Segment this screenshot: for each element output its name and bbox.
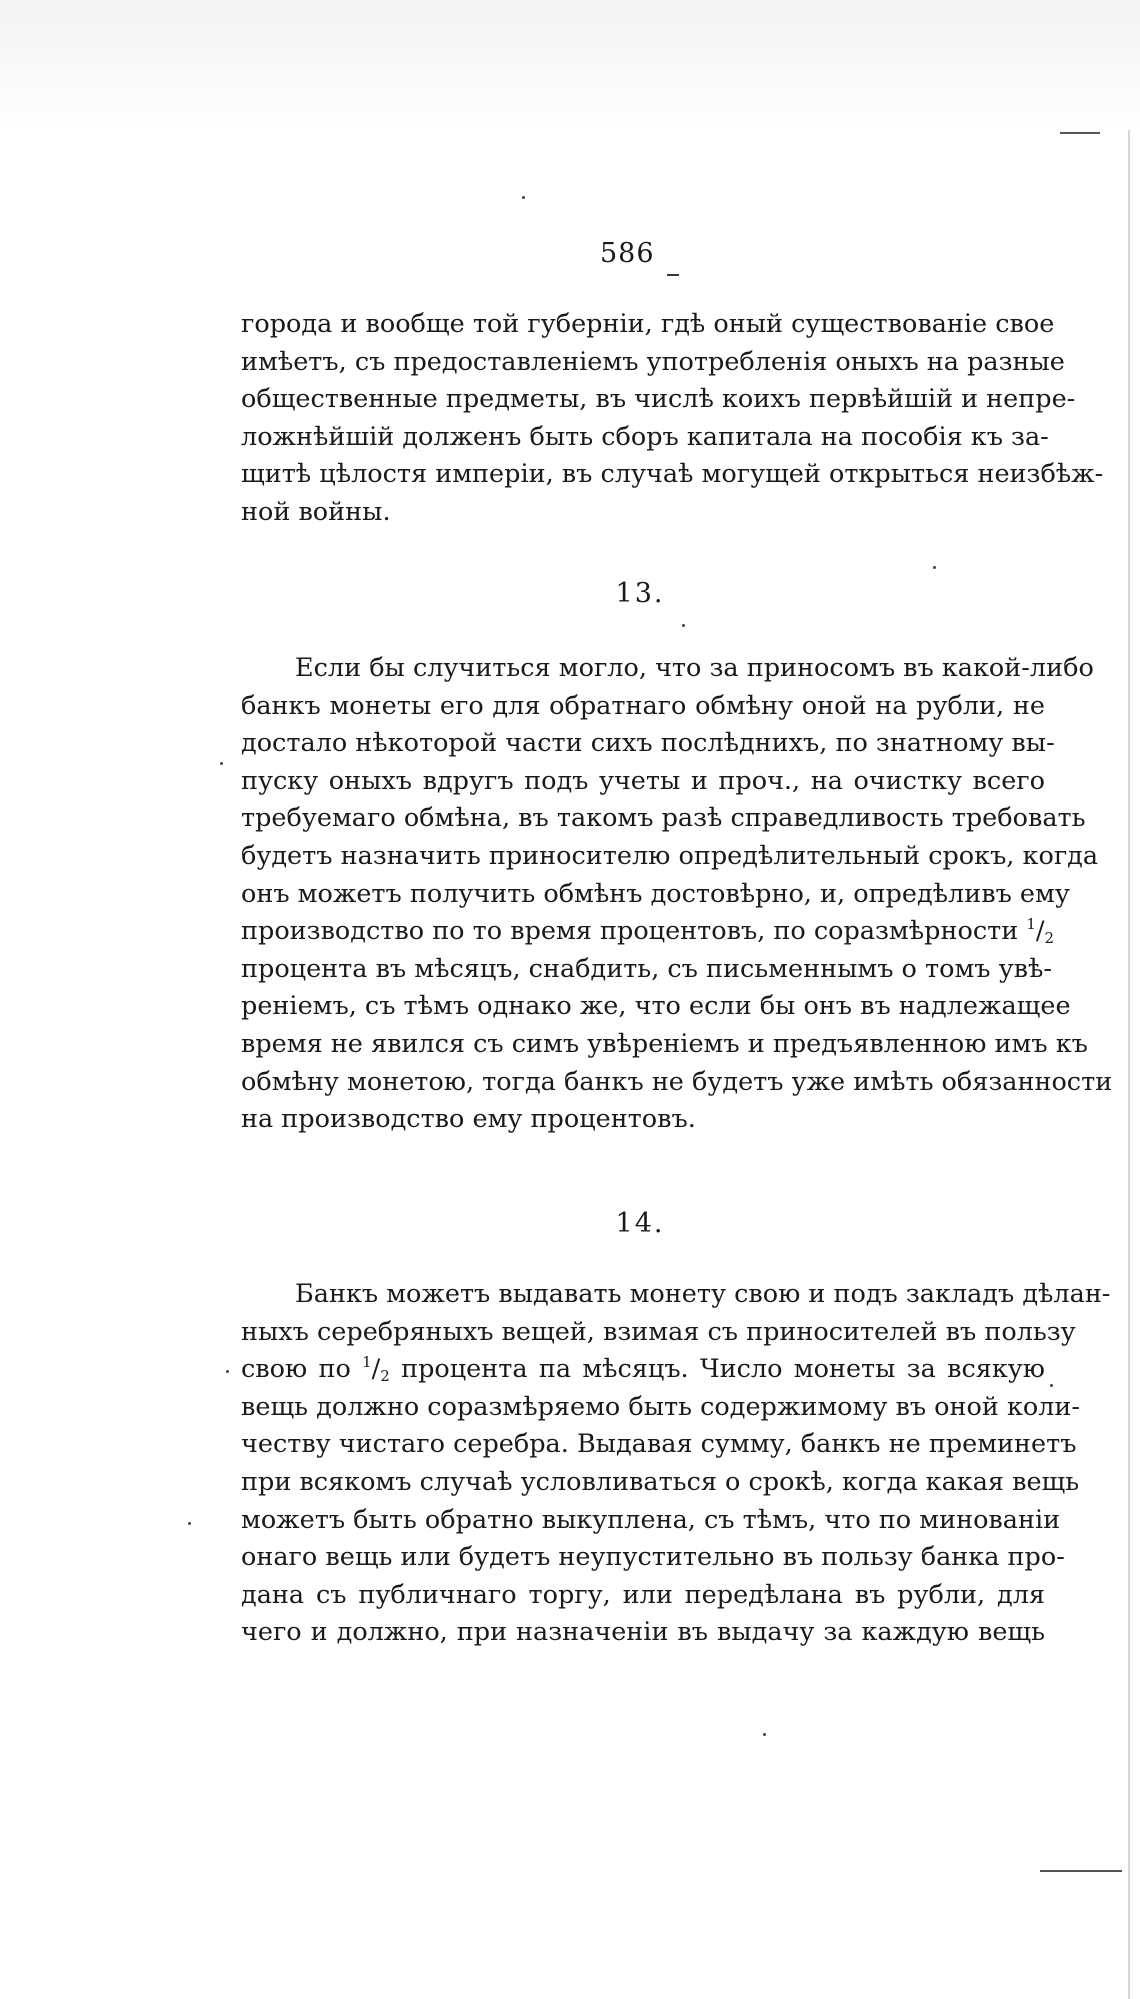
text-line: вещь должно соразмѣряемо быть содержимому въ оной коли- xyxy=(241,1391,1081,1422)
scan-top-shadow xyxy=(0,0,1140,135)
text-line: пуску оныхъ вдругъ подъ учеты и проч., на очистку всего xyxy=(241,765,1045,796)
text-line: онаго вещь или будетъ неупустительно въ пользу банка про- xyxy=(241,1542,1065,1573)
text-line: процента въ мѣсяцъ, снабдить, съ письменнымъ о томъ увѣ- xyxy=(241,953,1052,984)
text-line: чего и должно, при назначеніи въ выдачу за каждую вещь xyxy=(241,1617,1045,1648)
text-line: Банкъ можетъ выдавать монету свою и подъ закладъ дѣлан- xyxy=(295,1279,1111,1309)
text-line: дана съ публичнаго торгу, или передѣлана въ рубли, для xyxy=(241,1579,1045,1610)
text-line: города и вообще той губерніи, гдѣ оный существованіе свое xyxy=(241,309,1055,339)
section-heading-14: 14. xyxy=(615,1208,665,1239)
text-segment: свою по xyxy=(241,1354,351,1385)
page-number-mark xyxy=(667,274,679,276)
text-line: ныхъ серебряныхъ вещей, взимая съ приносителей въ пользу xyxy=(241,1316,1076,1347)
text-line: время не явился съ симъ увѣреніемъ и предъявленною имъ къ xyxy=(241,1028,1088,1059)
text-line: можетъ быть обратно выкуплена, съ тѣмъ, что по минованіи xyxy=(241,1504,1061,1535)
text-line: общественные предметы, въ числѣ коихъ первѣйшій и непре- xyxy=(241,384,1076,415)
page-edge-line xyxy=(1128,130,1130,1999)
text-line: требуемаго обмѣна, въ такомъ разѣ справедливость требовать xyxy=(241,803,1086,834)
text-line: реніемъ, съ тѣмъ однако же, что если бы онъ въ надлежащее xyxy=(241,991,1071,1022)
text-segment: процента па мѣсяцъ. Число монеты за всякую xyxy=(401,1354,1045,1385)
continuation-paragraph xyxy=(241,306,1104,532)
scan-speck xyxy=(220,762,223,765)
text-line: ложнѣйшій долженъ быть сборъ капитала на пособія къ за- xyxy=(241,421,1049,452)
section-14-paragraph xyxy=(241,1276,1111,1652)
section-heading-13: 13. xyxy=(615,578,665,609)
text-line: ной войны. xyxy=(241,496,391,527)
text-line: банкъ монеты его для обратнаго обмѣну оной на рубли, не xyxy=(241,690,1045,721)
text-line: Если бы случиться могло, что за приносомъ въ какой-либо xyxy=(295,653,1094,683)
scan-speck xyxy=(522,196,525,199)
text-segment: производство по то время процентовъ, по соразмѣрности xyxy=(241,916,1019,947)
fraction-denominator: 2 xyxy=(380,1367,390,1386)
scan-speck xyxy=(188,1522,191,1525)
fraction-denominator: 2 xyxy=(1044,929,1054,948)
edge-mark-bottom xyxy=(1040,1870,1122,1872)
text-line: щитѣ цѣлостя имперіи, въ случаѣ могущей открыться неизбѣж- xyxy=(241,459,1104,490)
text-line: достало нѣкоторой части сихъ послѣднихъ, по знатному вы- xyxy=(241,728,1055,759)
scan-speck xyxy=(1050,1384,1053,1387)
edge-mark-top xyxy=(1060,132,1100,134)
scan-speck xyxy=(682,624,685,627)
text-line: честву чистаго серебра. Выдавая сумму, банкъ не преминетъ xyxy=(241,1429,1077,1460)
page-number: 586 xyxy=(600,238,655,269)
text-line: будетъ назначить приносителю опредѣлительный срокъ, когда xyxy=(241,840,1099,871)
scan-speck xyxy=(763,1733,766,1736)
text-line-with-fraction: свою по $^1/_2$ процента па мѣсяцъ. Число монеты за всякую xyxy=(241,1353,1045,1386)
text-line: обмѣну монетою, тогда банкъ не будетъ уже имѣть обязанности xyxy=(241,1066,1113,1097)
text-line: онъ можетъ получить обмѣнъ достовѣрно, и, опредѣливъ ему xyxy=(241,878,1070,909)
scan-speck xyxy=(226,1370,229,1373)
text-line: при всякомъ случаѣ условливаться о срокѣ, когда какая вещь xyxy=(241,1466,1080,1497)
fraction-numerator: 1 xyxy=(1026,915,1036,934)
text-line: имѣетъ, съ предоставленіемъ употребленія оныхъ на разные xyxy=(241,346,1065,377)
section-13-paragraph xyxy=(241,650,1113,1139)
fraction-numerator: 1 xyxy=(362,1353,372,1372)
scan-speck xyxy=(933,566,936,569)
text-line-with-fraction: производство по то время процентовъ, по соразмѣрности $^1/_2$ xyxy=(241,915,1054,948)
text-line: на производство ему процентовъ. xyxy=(241,1104,696,1135)
